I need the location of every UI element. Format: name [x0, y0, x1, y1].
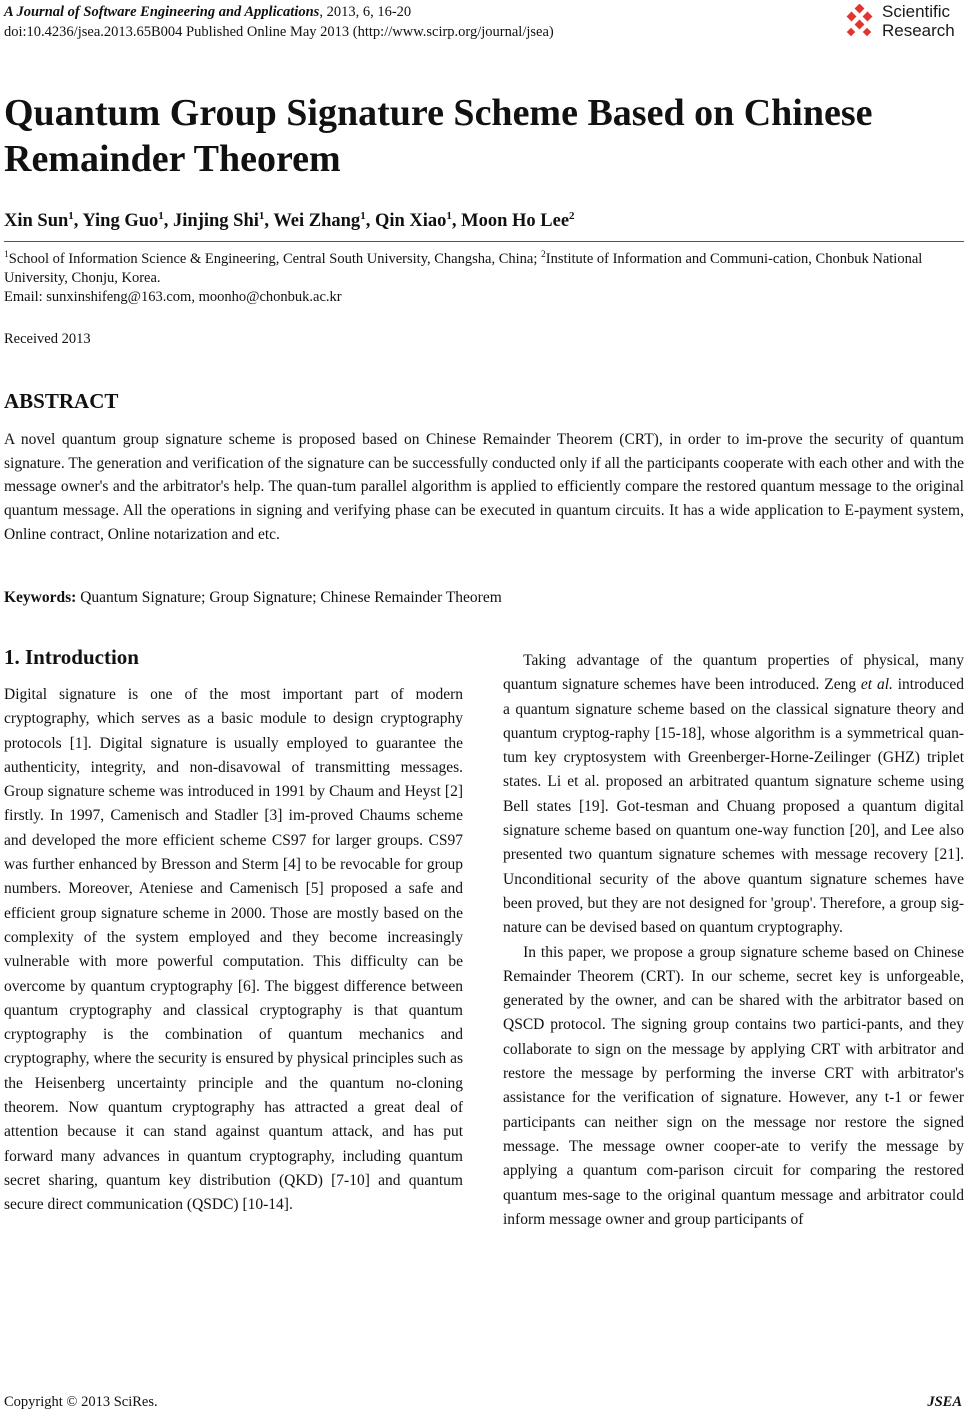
affiliation-text	[4, 246, 962, 288]
footer-copyright: Copyright © 2013 SciRes.	[4, 1394, 158, 1410]
paper-title: Quantum Group Signature Scheme Based on Chinese Remainder Theorem	[4, 92, 873, 180]
keywords	[4, 589, 502, 607]
affiliation-sup-2: 2	[541, 250, 546, 260]
author-affiliation-sup: 1	[258, 210, 265, 222]
author-affiliation-sup: 1	[360, 210, 366, 222]
publisher-logo	[842, 2, 962, 44]
publisher-logo-line1: Scientific	[882, 2, 951, 21]
journal-citation	[4, 2, 554, 22]
author-affiliation-sup: 1	[446, 210, 452, 222]
author-name: Qin Xiao	[374, 211, 447, 232]
email-line: Email: sunxinshifeng@163.com, moonho@chonbuk.ac.kr	[4, 288, 342, 305]
author-affiliation-sup: 1	[68, 210, 74, 222]
author-name: Xin Sun	[4, 211, 69, 232]
received-date: Received 2013	[4, 331, 91, 347]
author-name: Moon Ho Lee	[461, 211, 570, 232]
keywords-label: Keywords:	[4, 589, 77, 606]
affiliations	[4, 246, 962, 307]
doi-line: doi:10.4236/jsea.2013.65B004 Published Online May 2013 (http://www.scirp.org/journal/jsea)	[4, 24, 554, 40]
abstract-heading: ABSTRACT	[4, 389, 119, 413]
intro-paragraph-2-b: introduced a quantum signature scheme based on the classical signature theory and quantum cryptog-raphy [15-18], whose algorithm is a symmetrical quan-tum key cryptosystem with Greenberger-Horne-Zeilinger (GHZ) triplet states. Li et al. proposed an arbitrated quantum signature scheme using Bell states [19]. Got-tesman and Chuang proposed a quantum digital signature scheme based on quantum one-way function [20], and Lee also presented two quantum signature schemes with message recovery [21]. Unconditional security of the above quantum signature schemes have been proved, but they are not designed for 'group'. Therefore, a group sig-nature can be devised based on quantum cryptography.	[503, 676, 964, 937]
intro-paragraph-2	[503, 649, 964, 941]
affiliation-1: School of Information Science & Engineering, Central South University, Changsha, China;	[8, 250, 541, 267]
intro-left-column	[4, 683, 463, 1218]
running-header	[4, 2, 554, 42]
author-separator: ,	[365, 211, 375, 232]
author-name: Ying Guo	[82, 211, 159, 232]
header-divider	[4, 241, 964, 242]
author-separator: ,	[451, 211, 462, 232]
affiliation-sup-1: 1	[4, 250, 9, 260]
author-separator: ,	[73, 211, 83, 232]
abstract-body: A novel quantum group signature scheme is proposed based on Chinese Remainder Theorem (CRT), in order to im-prove the security of quantum signature. The generation and verification of the signature can be successfully conducted only if all the participants cooperate with each other and with the message owner's and the arbitrator's help. The quan-tum parallel algorithm is applied to efficiently compare the restored quantum message to the original quantum message. All the operations in signing and verifying phase can be executed in quantum circuits. It has a wide application to E-payment system, Online contract, Online notarization and etc.	[4, 431, 964, 543]
publisher-logo-line2: Research	[882, 21, 955, 40]
footer-journal-abbr: JSEA	[927, 1394, 962, 1410]
intro-right-column	[503, 649, 964, 1232]
journal-volume: , 2013, 6, 16-20	[319, 4, 412, 20]
author-separator: ,	[163, 211, 174, 232]
intro-paragraph-3: In this paper, we propose a group signature scheme based on Chinese Remainder Theorem (CRT). In our scheme, secret key is unforgeable, generated by the owner, and can be shared with the arbitrator based on QSCD protocol. The signing group contains two partici-pants, and they collaborate to sign on the message by applying CRT with arbitrator and restore the message by performing the inverse CRT with arbitrator's assistance for the verification of signature. However, any t-1 or fewer participants can neither sign on the message nor restore the signed message. The message owner cooper-ate to verify the message by applying a quantum com-parison circuit for comparing the restored quantum mes-sage to the original quantum message and arbitrator could inform message owner and group participants of	[503, 943, 964, 1228]
publisher-logo-text	[882, 2, 955, 40]
author-name: Jinjing Shi	[173, 211, 259, 232]
author-affiliation-sup: 2	[569, 210, 575, 222]
intro-paragraph-2-a: Taking advantage of the quantum properties of physical, many quantum signature schemes have been introduced. Zeng	[503, 652, 964, 694]
affiliation-2: Institute of Information and Communi-cation, Chonbuk National University, Chonju, Korea.	[4, 250, 923, 286]
keywords-text: Quantum Signature; Group Signature; Chinese Remainder Theorem	[76, 589, 502, 606]
section-heading-introduction: 1. Introduction	[4, 645, 139, 669]
author-separator: ,	[264, 211, 274, 232]
intro-paragraph-2-em: et al.	[860, 676, 893, 694]
intro-paragraph-1: Digital signature is one of the most important part of modern cryptography, which serves as a basic module to design cryptography protocols [1]. Digital signature is usually employed to guarantee the authenticity, integrity, and non-disavowal of transmitting messages. Group signature scheme was introduced in 1991 by Chaum and Heyst [2] firstly. In 1997, Camenisch and Stadler [3] im-proved Chaums scheme and developed the more efficient scheme CS97 for larger groups. CS97 was further enhanced by Bresson and Sterm [4] to be revocable for group numbers. Moreover, Ateniese and Camenisch [5] proposed a safe and efficient group signature scheme in 2000. Those are mostly based on the complexity of the system employed and they become increasingly vulnerable with more powerful computation. This difficulty can be overcome by quantum cryptography [6]. The biggest difference between quantum cryptography and classical cryptography is that quantum cryptography is the combination of quantum mechanics and cryptography, where the security is ensured by physical principles such as the Heisenberg uncertainty principle and the quantum no-cloning theorem. Now quantum cryptography has attracted a great deal of attention because it can stand against quantum attack, and has put forward many advances in quantum cryptography, including quantum secret sharing, quantum key distribution (QKD) [7-10] and quantum secure direct communication (QSDC) [10-14].	[4, 686, 463, 1214]
author-list	[4, 210, 575, 232]
author-name: Wei Zhang	[273, 211, 361, 232]
publisher-logo-icon	[842, 4, 878, 40]
journal-name: A Journal of Software Engineering and Applications	[4, 4, 320, 20]
author-affiliation-sup: 1	[158, 210, 164, 222]
